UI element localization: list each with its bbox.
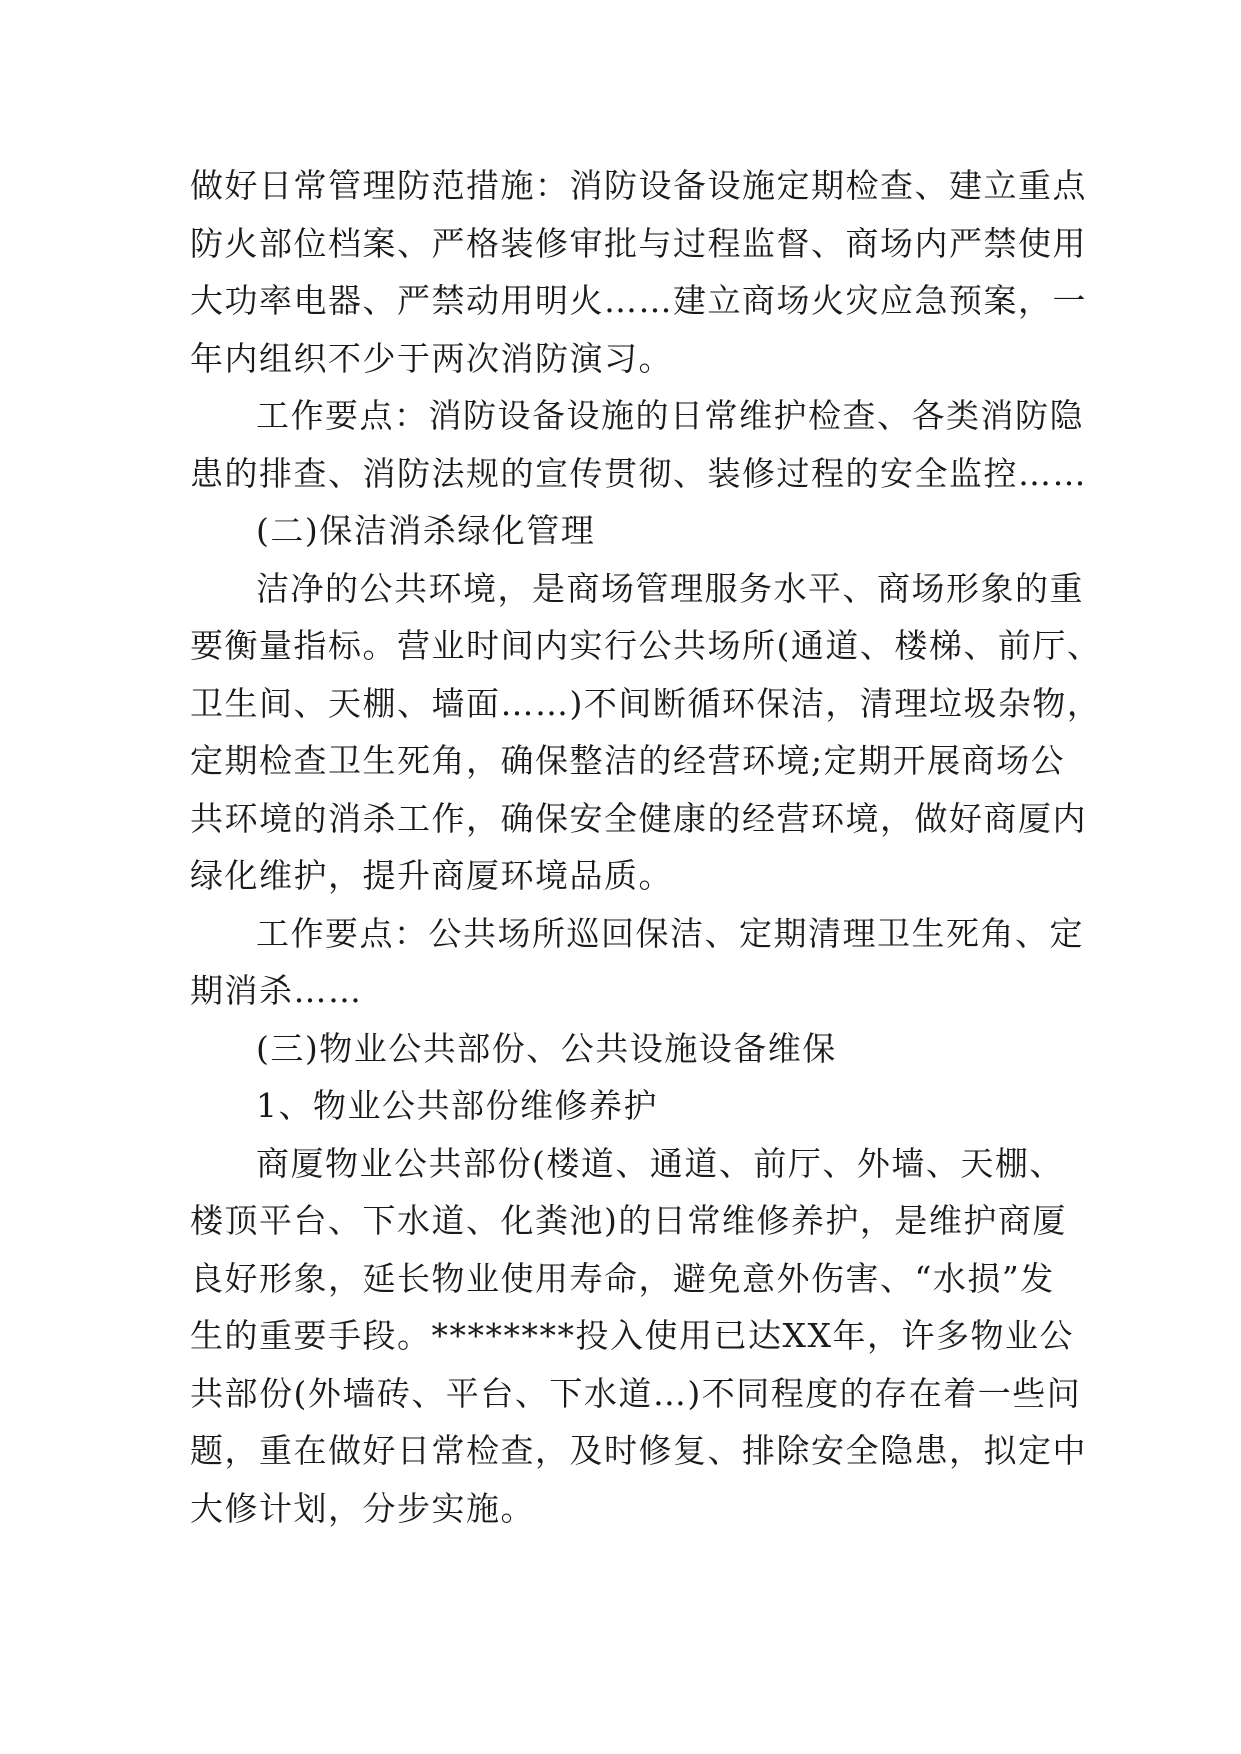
paragraph-start-line: 工作要点：公共场所巡回保洁、定期清理卫生死角、定	[256, 913, 1084, 953]
text-line: 患的排查、消防法规的宣传贯彻、装修过程的安全监控……	[190, 453, 1087, 493]
text-line: 良好形象，延长物业使用寿命，避免意外伤害、“水损”发	[190, 1258, 1055, 1298]
text-line: 大修计划，分步实施。	[190, 1488, 535, 1528]
subsection-heading: 1、物业公共部份维修养护	[256, 1086, 658, 1125]
text-line: 要衡量指标。营业时间内实行公共场所(通道、楼梯、前厅、	[190, 626, 1102, 665]
text-line: 做好日常管理防范措施：消防设备设施定期检查、建立重点	[190, 166, 1087, 205]
text-line: 题，重在做好日常检查，及时修复、排除安全隐患，拟定中	[190, 1431, 1087, 1470]
text-line: 绿化维护，提升商厦环境品质。	[190, 856, 673, 895]
text-line: 防火部位档案、严格装修审批与过程监督、商场内严禁使用	[190, 223, 1087, 263]
section-heading: (三)物业公共部份、公共设施设备维保	[256, 1028, 837, 1068]
paragraph-start-line: 商厦物业公共部份(楼道、通道、前厅、外墙、天棚、	[256, 1143, 1064, 1183]
text-line: 共环境的消杀工作，确保安全健康的经营环境，做好商厦内	[190, 798, 1087, 838]
text-line: 大功率电器、严禁动用明火……建立商场火灾应急预案，一	[190, 281, 1087, 320]
text-line: 年内组织不少于两次消防演习。	[190, 338, 673, 378]
text-line: 生的重要手段。********投入使用已达XX年，许多物业公	[190, 1316, 1074, 1355]
text-line: 共部份(外墙砖、平台、下水道…)不同程度的存在着一些问	[190, 1373, 1082, 1413]
section-heading: (二)保洁消杀绿化管理	[256, 511, 596, 550]
text-line: 期消杀……	[190, 971, 363, 1010]
body-text	[190, 157, 1102, 1537]
text-line: 定期检查卫生死角，确保整洁的经营环境;定期开展商场公	[190, 741, 1066, 780]
paragraph-start-line: 洁净的公共环境，是商场管理服务水平、商场形象的重	[256, 568, 1084, 608]
text-line: 楼顶平台、下水道、化粪池)的日常维修养护，是维护商厦	[190, 1201, 1067, 1240]
paragraph-start-line: 工作要点：消防设备设施的日常维护检查、各类消防隐	[256, 396, 1084, 435]
text-line: 卫生间、天棚、墙面……)不间断循环保洁，清理垃圾杂物，	[190, 683, 1102, 723]
